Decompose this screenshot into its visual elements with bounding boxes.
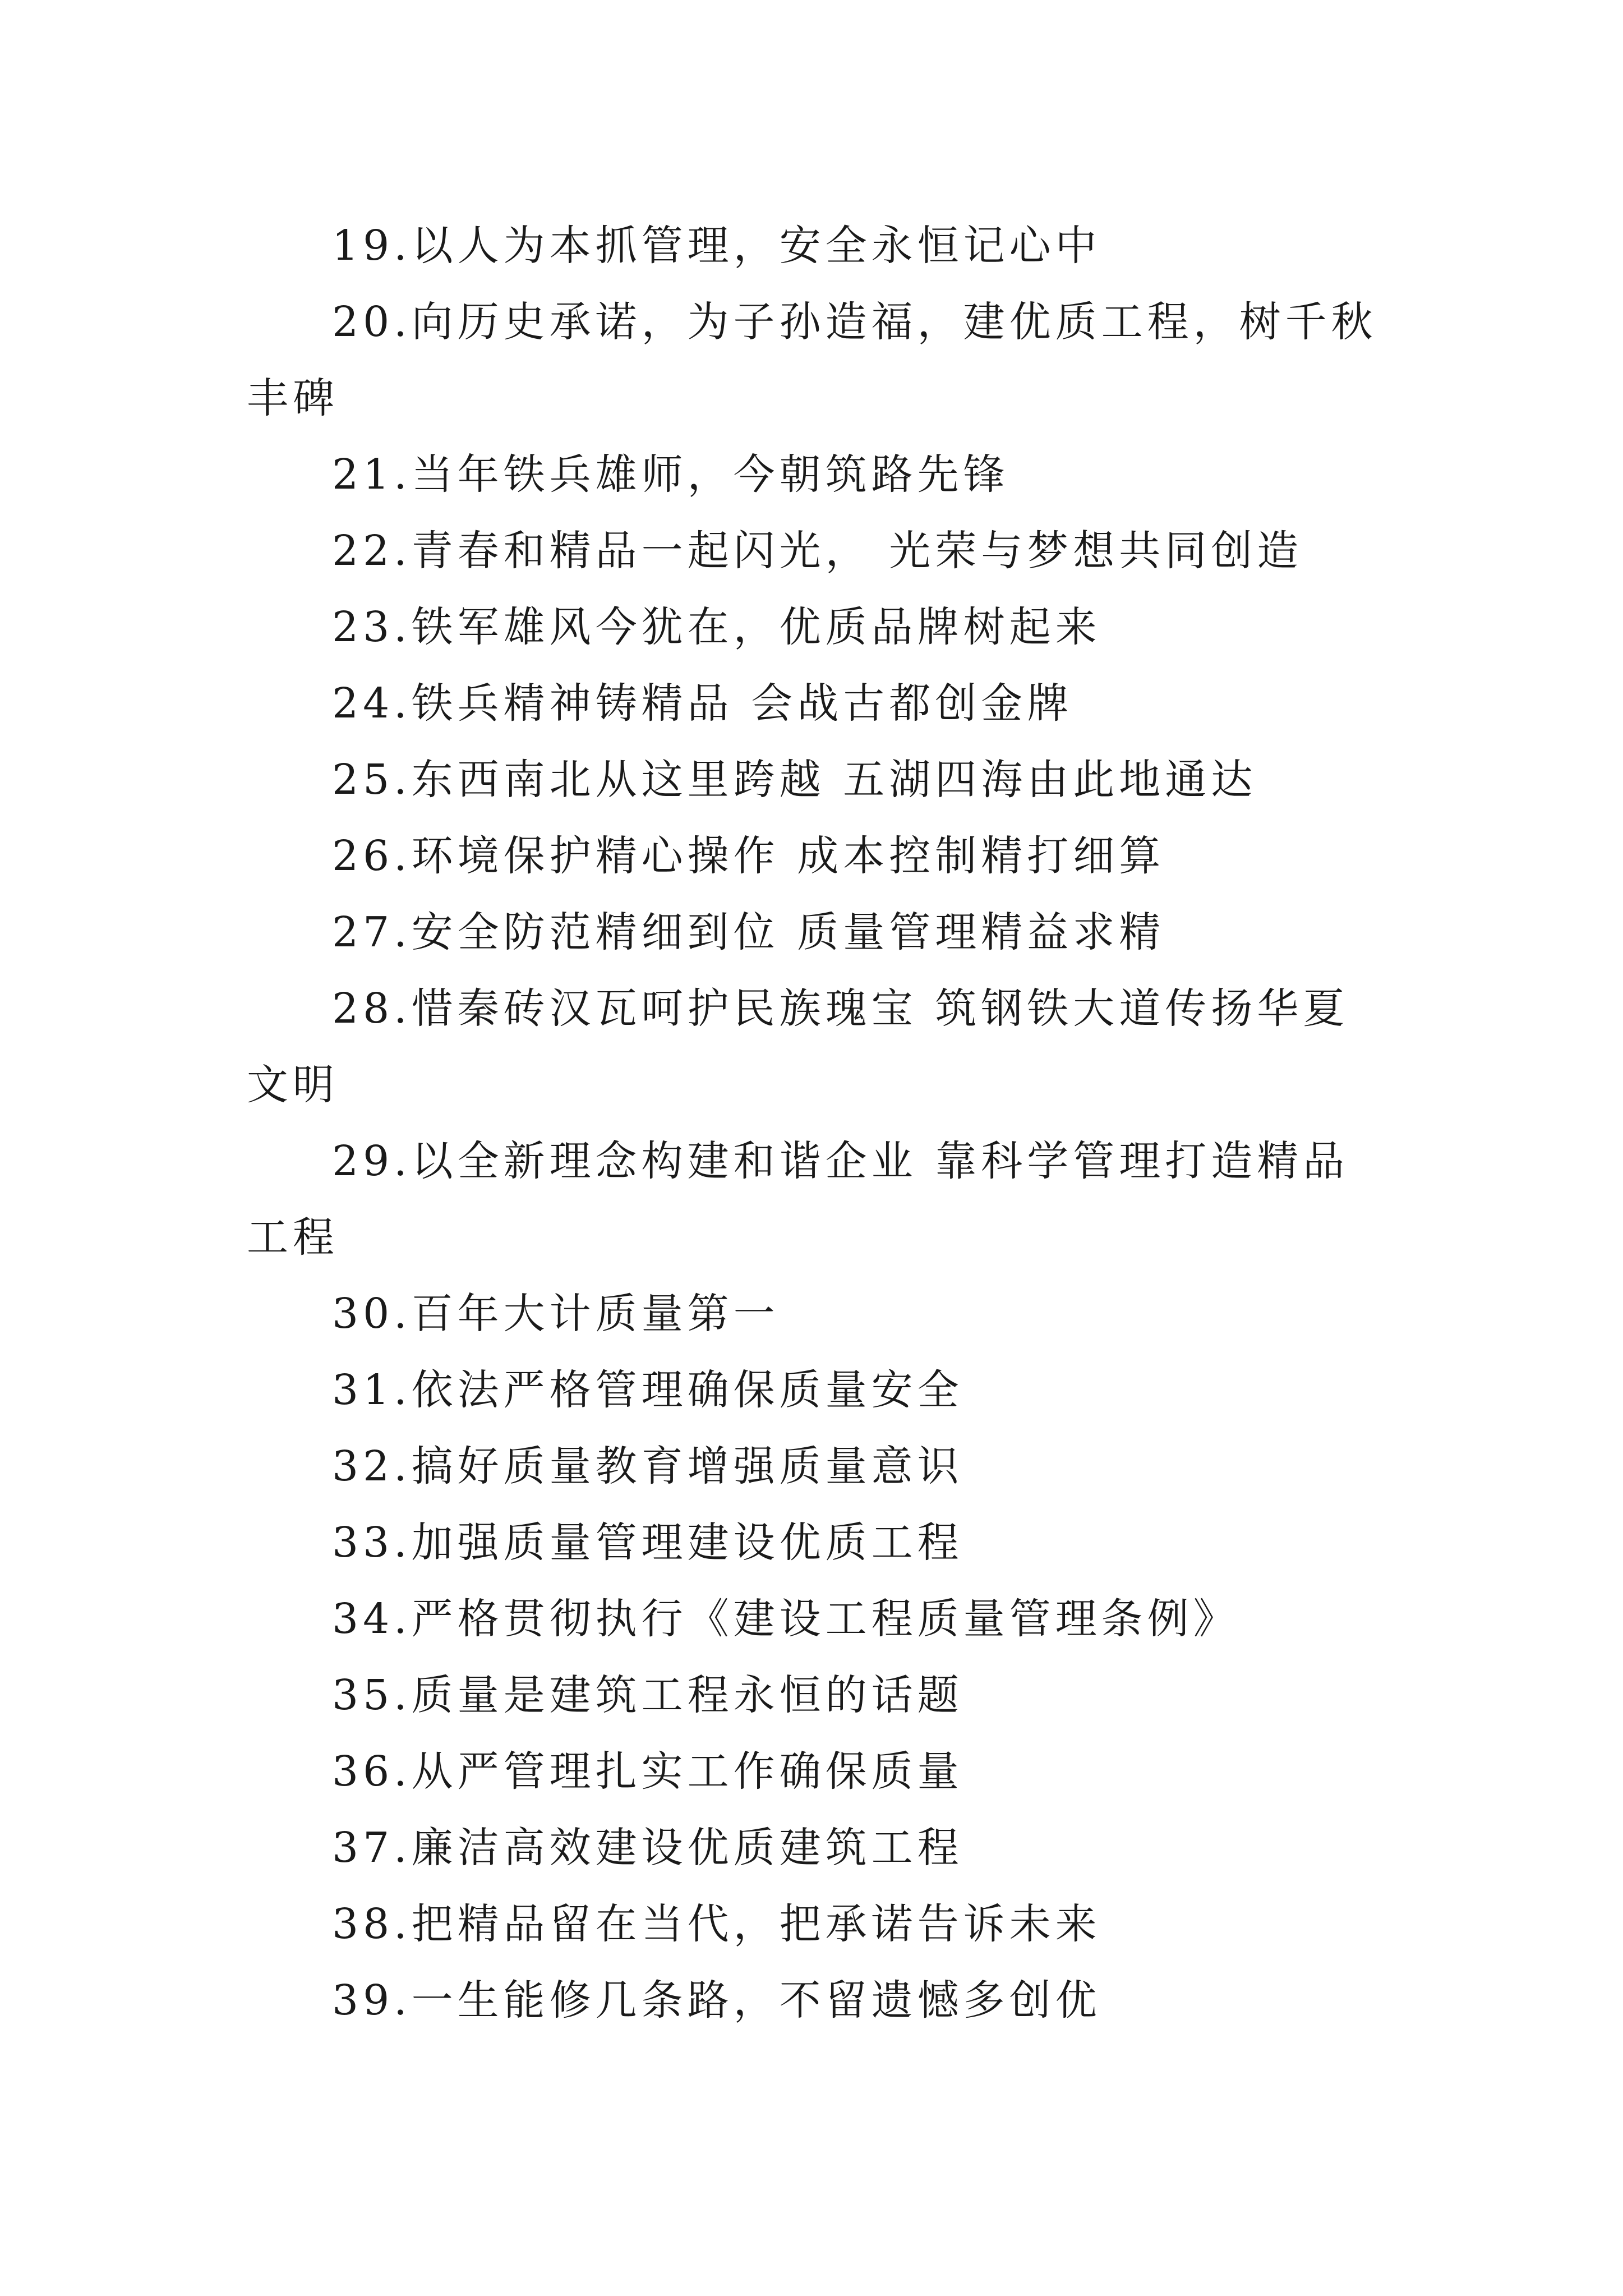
slogan-item: 26.环境保护精心操作 成本控制精打细算: [332, 832, 1165, 880]
slogan-item: 38.把精品留在当代，把承诺告诉未来: [332, 1900, 1101, 1948]
slogan-item: 31.依法严格管理确保质量安全: [332, 1366, 963, 1414]
slogan-item: 33.加强质量管理建设优质工程: [332, 1519, 963, 1567]
slogan-item: 30.百年大计质量第一: [332, 1290, 780, 1338]
slogan-item: 37.廉洁高效建设优质建筑工程: [332, 1824, 963, 1872]
slogan-item: 29.以全新理念构建和谐企业 靠科学管理打造精品工程: [247, 1137, 1349, 1262]
slogan-list: [247, 208, 1380, 2039]
slogan-item: 25.东西南北从这里跨越 五湖四海由此地通达: [332, 756, 1257, 804]
slogan-item: 19.以人为本抓管理，安全永恒记心中: [332, 222, 1101, 270]
slogan-item: 27.安全防范精细到位 质量管理精益求精: [332, 908, 1165, 956]
slogan-item: 35.质量是建筑工程永恒的话题: [332, 1671, 963, 1719]
slogan-item: 32.搞好质量教育增强质量意识: [332, 1442, 963, 1490]
slogan-item: 20.向历史承诺，为子孙造福，建优质工程，树千秋丰碑: [247, 298, 1377, 422]
slogan-item: 39.一生能修几条路，不留遗憾多创优: [332, 1976, 1101, 2024]
slogan-item: 21.当年铁兵雄师，今朝筑路先锋: [332, 450, 1009, 499]
slogan-item: 23.铁军雄风今犹在，优质品牌树起来: [332, 603, 1101, 651]
slogan-item: 22.青春和精品一起闪光， 光荣与梦想共同创造: [332, 527, 1303, 575]
slogan-item: 24.铁兵精神铸精品 会战古都创金牌: [332, 679, 1073, 728]
slogan-item: 36.从严管理扎实工作确保质量: [332, 1747, 963, 1796]
slogan-item: 34.严格贯彻执行《建设工程质量管理条例》: [332, 1595, 1239, 1643]
slogan-item: 28.惜秦砖汉瓦呵护民族瑰宝 筑钢铁大道传扬华夏文明: [247, 984, 1349, 1109]
